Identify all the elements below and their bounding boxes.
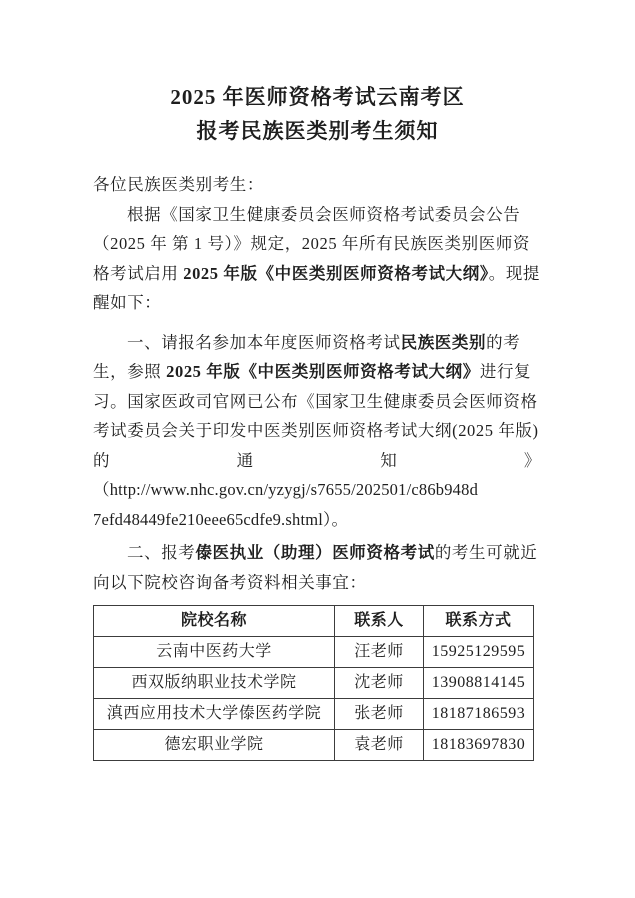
paragraph1-line1: 根据《国家卫生健康委员会医师资格考试委员会公告 (127, 204, 521, 224)
document-title-line2: 报考民族医类别考生须知 (196, 119, 439, 143)
document-title-line1: 2025 年医师资格考试云南考区 (170, 85, 465, 109)
table-row (94, 637, 534, 668)
notice-url-line1: （http://www.nhc.gov.cn/yzygj/s7655/202501/c86b948d (93, 480, 479, 499)
header-contact-method: 联系方式 (424, 606, 534, 637)
exam-outline-bold-text2: 2025 年版《中医类别医师资格考试大纲》 (166, 362, 480, 381)
ethnic-category-bold-text: 民族医类别 (400, 332, 487, 352)
table-cell-school: 德宏职业学院 (94, 730, 335, 761)
item2-line1: 二、报考傣医执业（助理）医师资格考试的考生可就近 (127, 543, 538, 562)
paragraph1-line2: （2025 年 第 1 号）》规定，2025 年所有民族医类别医师资 (93, 234, 531, 253)
table-cell-contact: 袁老师 (335, 730, 424, 761)
table-header-row (94, 606, 534, 637)
table-cell-contact: 汪老师 (335, 637, 424, 668)
table-cell-phone: 18183697830 (424, 730, 534, 761)
table-cell-contact: 沈老师 (335, 668, 424, 699)
item1-line1: 一、请报名参加本年度医师资格考试民族医类别的考 (127, 332, 521, 352)
item1-line2: 生，参照 2025 年版《中医类别医师资格考试大纲》进行复 (93, 362, 532, 381)
document-body (93, 170, 541, 761)
exam-outline-bold-text: 2025 年版《中医类别医师资格考试大纲》 (183, 263, 489, 283)
contact-table (93, 605, 534, 761)
table-row (94, 730, 534, 761)
table-cell-phone: 15925129595 (424, 637, 534, 668)
item2-line2: 向以下院校咨询备考资料相关事宜： (93, 572, 367, 592)
table-row (94, 668, 534, 699)
dai-medicine-bold-text: 傣医执业（助理）医师资格考试 (195, 543, 435, 562)
salutation-line: 各位民族医类别考生： (93, 175, 264, 194)
notice-url-line2: 7efd48449fe210eee65cdfe9.shtml）。 (93, 509, 349, 529)
table-cell-phone: 18187186593 (424, 699, 534, 730)
header-school-name: 院校名称 (94, 606, 335, 637)
header-contact-person: 联系人 (335, 606, 424, 637)
table-cell-phone: 13908814145 (424, 668, 534, 699)
paragraph1-line4: 醒如下： (93, 293, 162, 312)
paragraph1-line3: 格考试启用 2025 年版《中医类别医师资格考试大纲》。现提 (93, 263, 541, 283)
item1-line4: 考试委员会关于印发中医类别医师资格考试大纲(2025 年版) (93, 421, 539, 440)
table-cell-school: 西双版纳职业技术学院 (94, 668, 335, 699)
table-cell-school: 云南中医药大学 (94, 637, 335, 668)
table-cell-school: 滇西应用技术大学傣医药学院 (94, 699, 335, 730)
table-cell-contact: 张老师 (335, 699, 424, 730)
item1-line5-justified: 的 通 知 》 (93, 450, 541, 470)
item1-line3: 习。国家医政司官网已公布《国家卫生健康委员会医师资格 (93, 391, 538, 411)
table-row (94, 699, 534, 730)
document-title (0, 80, 635, 148)
